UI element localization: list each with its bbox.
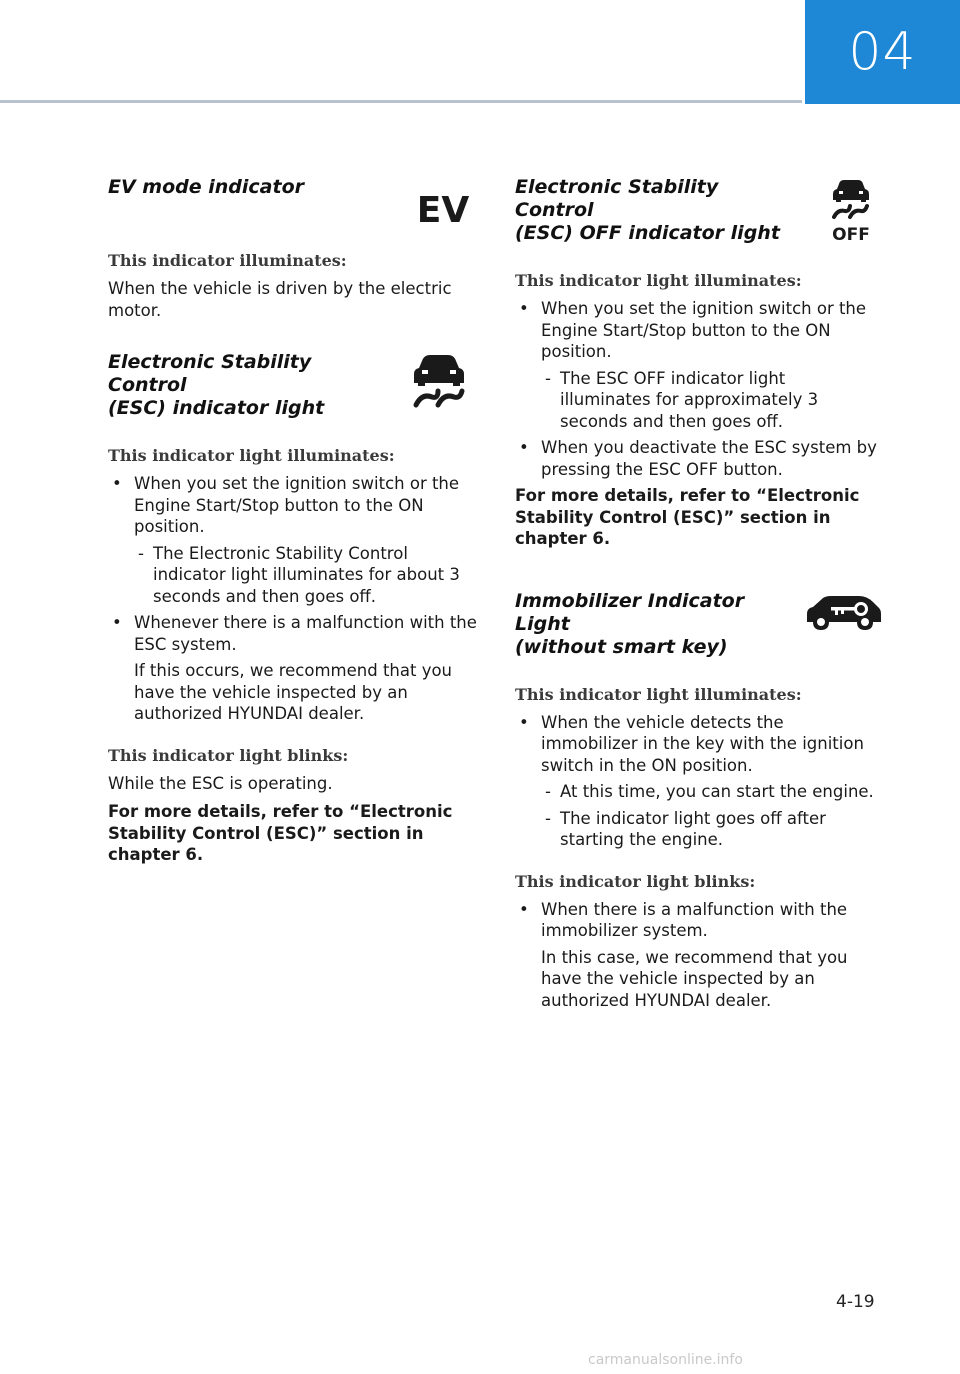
- esc-bullets-2: [108, 612, 480, 655]
- ev-mode-title: EV mode indicator: [108, 176, 304, 198]
- esc-blink-text: While the ESC is operating.: [108, 773, 333, 793]
- esc-off-title-line1: Electronic Stability Control: [515, 176, 719, 221]
- header-rule: [0, 100, 802, 103]
- left-column: [108, 176, 480, 873]
- ev-subhead: This indicator illuminates:: [108, 251, 347, 270]
- esc-reference: For more details, refer to “Electronic Stability Control (ESC)” section in chapter 6.: [108, 802, 453, 864]
- immobilizer-section: [515, 590, 877, 1012]
- right-column: [515, 176, 877, 1016]
- list-item: • Whenever there is a malfunction with the ESC system.: [108, 612, 480, 655]
- esc-section: [108, 351, 480, 866]
- immobilizer-subhead-illuminates: This indicator light illuminates:: [515, 684, 802, 704]
- chapter-tab: 04: [805, 0, 960, 104]
- esc-off-bullets: [515, 298, 877, 363]
- list-item: • When the vehicle detects the immobilizer in the key with the ignition switch in the ON position.: [515, 712, 877, 777]
- esc-off-title-line2: (ESC) OFF indicator light: [515, 222, 780, 244]
- list-item: • When you set the ignition switch or the Engine Start/Stop button to the ON position.: [515, 298, 877, 363]
- list-item: • When you deactivate the ESC system by pressing the ESC OFF button.: [515, 437, 877, 480]
- esc-dash-item: - The Electronic Stability Control indicator light illuminates for about 3 seconds and then goes off.: [108, 543, 480, 608]
- esc-off-dash-item: - The ESC OFF indicator light illuminates for approximately 3 seconds and then goes off.: [515, 368, 877, 433]
- esc-title-line2: (ESC) indicator light: [108, 397, 325, 419]
- immobilizer-bullet-note: In this case, we recommend that you have the vehicle inspected by an authorized HYUNDAI dealer.: [541, 947, 848, 1010]
- immobilizer-car-key-icon: [803, 594, 883, 636]
- immobilizer-bullets: [515, 712, 877, 777]
- esc-off-bullets-2: [515, 437, 877, 480]
- ev-icon: [416, 188, 470, 232]
- esc-off-title: [515, 176, 877, 245]
- esc-bullet-note: If this occurs, we recommend that you have the vehicle inspected by an authorized HYUNDAI dealer.: [134, 661, 453, 723]
- esc-off-section: [515, 176, 877, 550]
- esc-off-subhead: This indicator light illuminates:: [515, 271, 802, 290]
- esc-off-icon: [829, 178, 873, 246]
- list-item: • When you set the ignition switch or the Engine Start/Stop button to the ON position.: [108, 473, 480, 538]
- immobilizer-subhead-blinks: This indicator light blinks:: [515, 871, 756, 891]
- esc-skid-icon: [408, 353, 470, 411]
- ev-icon-text: EV: [416, 190, 470, 231]
- esc-subhead-blinks: This indicator light blinks:: [108, 745, 349, 765]
- esc-off-reference: For more details, refer to “Electronic Stability Control (ESC)” section in chapter 6.: [515, 486, 860, 548]
- page-number: 4-19: [836, 1292, 875, 1312]
- immobilizer-dash-item-2: - The indicator light goes off after starting the engine.: [515, 808, 877, 851]
- esc-subhead-illuminates: This indicator light illuminates:: [108, 446, 395, 465]
- ev-text: When the vehicle is driven by the electric motor.: [108, 279, 452, 320]
- immobilizer-title-line1: Immobilizer Indicator Light: [515, 589, 745, 635]
- esc-title-line1: Electronic Stability Control: [108, 351, 312, 396]
- esc-bullets: [108, 473, 480, 538]
- immobilizer-title-line2: (without smart key): [515, 635, 728, 658]
- list-item: • When there is a malfunction with the immobilizer system.: [515, 899, 877, 942]
- footer-watermark: carmanualsonline.info: [588, 1352, 743, 1368]
- ev-mode-section: [108, 176, 480, 321]
- esc-off-icon-text: OFF: [832, 225, 870, 245]
- immobilizer-dash-item-1: - At this time, you can start the engine.: [515, 781, 877, 803]
- immobilizer-bullets-2: [515, 899, 877, 942]
